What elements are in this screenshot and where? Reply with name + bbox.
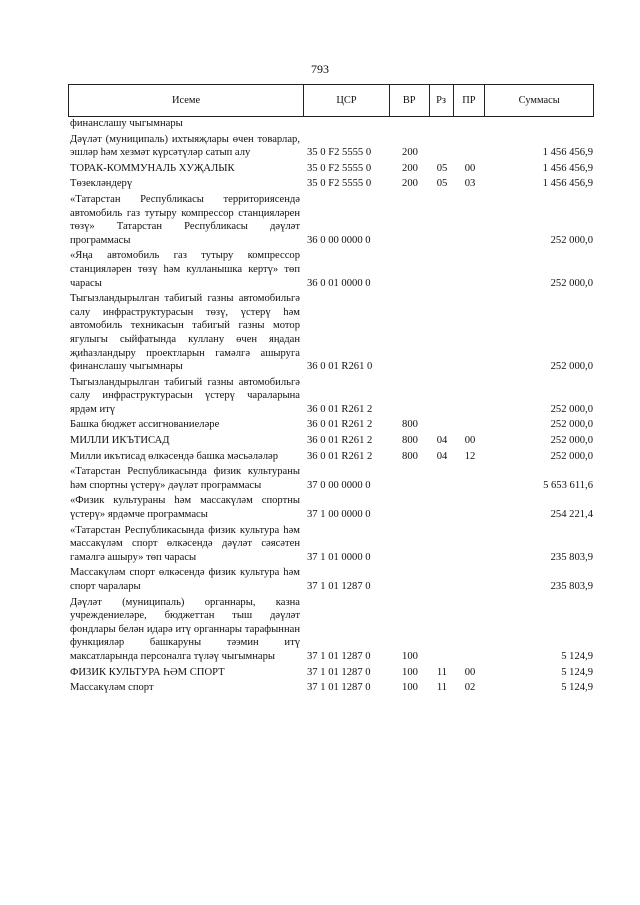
cell-sum: 235 803,9 — [550, 551, 593, 563]
header-pr: ПР — [454, 85, 486, 116]
table-row — [68, 524, 594, 565]
cell-pr: 00 — [464, 162, 476, 174]
cell-sum: 5 124,9 — [561, 666, 593, 678]
cell-vr: 800 — [402, 450, 418, 462]
table-row — [68, 376, 594, 417]
page-number: 793 — [311, 62, 329, 76]
table-row — [68, 465, 594, 492]
cell-csr: 36 0 00 0000 0 — [307, 234, 371, 246]
cell-vr: 200 — [402, 147, 418, 159]
table-row — [68, 162, 594, 176]
cell-pr: 00 — [464, 666, 476, 678]
cell-csr: 37 1 01 1287 0 — [307, 666, 371, 678]
cell-sum: 254 221,4 — [550, 509, 593, 521]
cell-csr: 36 0 01 R261 2 — [307, 435, 373, 447]
cell-pr: 02 — [464, 682, 476, 694]
table-row — [68, 434, 594, 448]
cell-sum: 252 000,0 — [550, 361, 593, 373]
table-row — [68, 450, 594, 464]
cell-rz: 04 — [436, 450, 448, 462]
cell-csr: 35 0 F2 5555 0 — [307, 162, 372, 174]
table-row — [68, 494, 594, 521]
cell-csr: 37 1 01 1287 0 — [307, 581, 371, 592]
cell-sum: 252 000,0 — [550, 419, 593, 431]
table-row — [68, 193, 594, 247]
header-csr: ЦСР — [304, 85, 390, 116]
cell-name: Тыгызландырылган табигый газны автомобильгә салу инфраструктурасын төзү, үстерү һәм автомобиль техникасын табигый газны мотор ягулыгы сыйфатында куллану өчен яңадан җиһазландыру проектларын гамәлгә ашыруга финанслашу чыгымнары — [70, 293, 300, 373]
cell-vr: 200 — [402, 162, 418, 174]
cell-name: Башка бюджет ассигнованиеләре — [70, 419, 220, 431]
cell-sum: 5 124,9 — [561, 682, 593, 694]
table-header — [68, 84, 594, 117]
table-row — [68, 666, 594, 680]
cell-sum: 252 000,0 — [550, 435, 593, 447]
cell-sum: 252 000,0 — [550, 403, 593, 415]
table-row — [68, 566, 594, 593]
cell-name: Милли икътисад өлкәсендә башка мәсьәләләр — [70, 450, 279, 462]
table-row — [68, 117, 594, 131]
cell-vr: 100 — [402, 666, 418, 678]
cell-pr: 03 — [464, 178, 476, 190]
cell-name: ФИЗИК КУЛЬТУРА ҺӘМ СПОРТ — [70, 666, 225, 678]
cell-sum: 1 456 456,9 — [542, 178, 593, 190]
cell-name: ТОРАК-КОММУНАЛЬ ХУҖАЛЫК — [70, 162, 235, 174]
cell-csr: 36 0 01 R261 2 — [307, 403, 373, 415]
cell-name: Дәүләт (муниципаль) органнары, казна учреждениеләре, бюджеттан тыш дәүләт фондлары белән идарә итү органнары тарафыннан функцияләр башкаруны тәэмин итү максатларында персоналга түләү чыгымнары — [70, 596, 300, 662]
cell-rz: 05 — [436, 162, 448, 174]
cell-name: Массакүләм спорт — [70, 682, 154, 694]
cell-vr: 100 — [402, 682, 418, 694]
table-row — [68, 418, 594, 432]
cell-sum: 5 653 611,6 — [543, 479, 593, 491]
cell-rz: 11 — [436, 682, 448, 694]
cell-csr: 37 1 00 0000 0 — [307, 509, 371, 521]
table-body — [68, 117, 594, 697]
cell-csr: 37 0 00 0000 0 — [307, 479, 371, 491]
cell-pr: 00 — [464, 435, 476, 447]
cell-csr: 35 0 F2 5555 0 — [307, 147, 372, 159]
cell-csr: 37 1 01 1287 0 — [307, 650, 371, 662]
cell-sum: 5 124,9 — [561, 650, 593, 662]
cell-csr: 35 0 F2 5555 0 — [307, 178, 372, 190]
cell-vr: 800 — [402, 419, 418, 431]
cell-pr: 12 — [464, 450, 476, 462]
cell-name: МИЛЛИ ИКЪТИСАД — [70, 435, 170, 447]
cell-rz: 11 — [436, 666, 448, 678]
cell-vr: 100 — [402, 650, 418, 662]
cell-csr: 37 1 01 0000 0 — [307, 551, 371, 563]
cell-name: «Татарстан Республикасында физик культураны һәм спортны үстерү» дәүләт программасы — [70, 466, 300, 491]
header-vr: ВР — [390, 85, 430, 116]
cell-name: «Яңа автомобиль газ тутыру компрессор станцияләрен төзү һәм кулланышка кертү» төп чарасы — [70, 250, 300, 289]
cell-sum: 1 456 456,9 — [542, 162, 593, 174]
cell-vr: 800 — [402, 435, 418, 447]
table-row — [68, 292, 594, 374]
cell-csr: 36 0 01 0000 0 — [307, 277, 371, 289]
table-row — [68, 249, 594, 290]
row-gap — [68, 695, 594, 697]
cell-name: Төзекләндерү — [70, 178, 133, 190]
table-row — [68, 133, 594, 160]
cell-csr: 36 0 01 R261 0 — [307, 361, 373, 373]
cell-name: «Татарстан Республикасында физик культура һәм массакүләм спорт өлкәсендә дәүләт сәясәтен гамәлгә ашыру» төп чарасы — [70, 524, 300, 563]
cell-csr: 37 1 01 1287 0 — [307, 682, 371, 694]
cell-name: Массакүләм спорт өлкәсендә физик культура һәм спорт чаралары — [70, 567, 300, 592]
cell-sum: 252 000,0 — [550, 277, 593, 289]
cell-sum: 235 803,9 — [550, 581, 593, 592]
cell-sum: 1 456 456,9 — [542, 147, 593, 159]
header-name: Исеме — [69, 85, 304, 116]
cell-rz: 04 — [436, 435, 448, 447]
table-row — [68, 681, 594, 695]
cell-csr: 36 0 01 R261 2 — [307, 419, 373, 431]
cell-sum: 252 000,0 — [550, 234, 593, 246]
cell-name: финанслашу чыгымнары — [70, 118, 183, 129]
table-row — [68, 177, 594, 191]
budget-table — [68, 84, 594, 697]
cell-rz: 05 — [436, 178, 448, 190]
cell-name: Дәүләт (муниципаль) ихтыяҗлары өчен товарлар, эшләр һәм хезмәт күрсәтүләр сатып алу — [70, 133, 300, 159]
cell-name: «Физик культураны һәм массакүләм спортны үстерү» ярдәмче программасы — [70, 495, 300, 521]
cell-vr: 200 — [402, 178, 418, 190]
cell-name: «Татарстан Республикасы территориясендә автомобиль газ тутыру компрессор станцияләрен төзү» Татарстан Республикасы дәүләт программасы — [70, 193, 300, 246]
header-sum: Суммасы — [518, 94, 560, 106]
cell-name: Тыгызландырылган табигый газны автомобильгә салу инфраструктурасын үстерү чараларына ярдәм итү — [70, 376, 300, 415]
cell-sum: 252 000,0 — [550, 450, 593, 462]
table-row — [68, 596, 594, 664]
header-rz: Рз — [430, 85, 454, 116]
cell-csr: 36 0 01 R261 2 — [307, 450, 373, 462]
